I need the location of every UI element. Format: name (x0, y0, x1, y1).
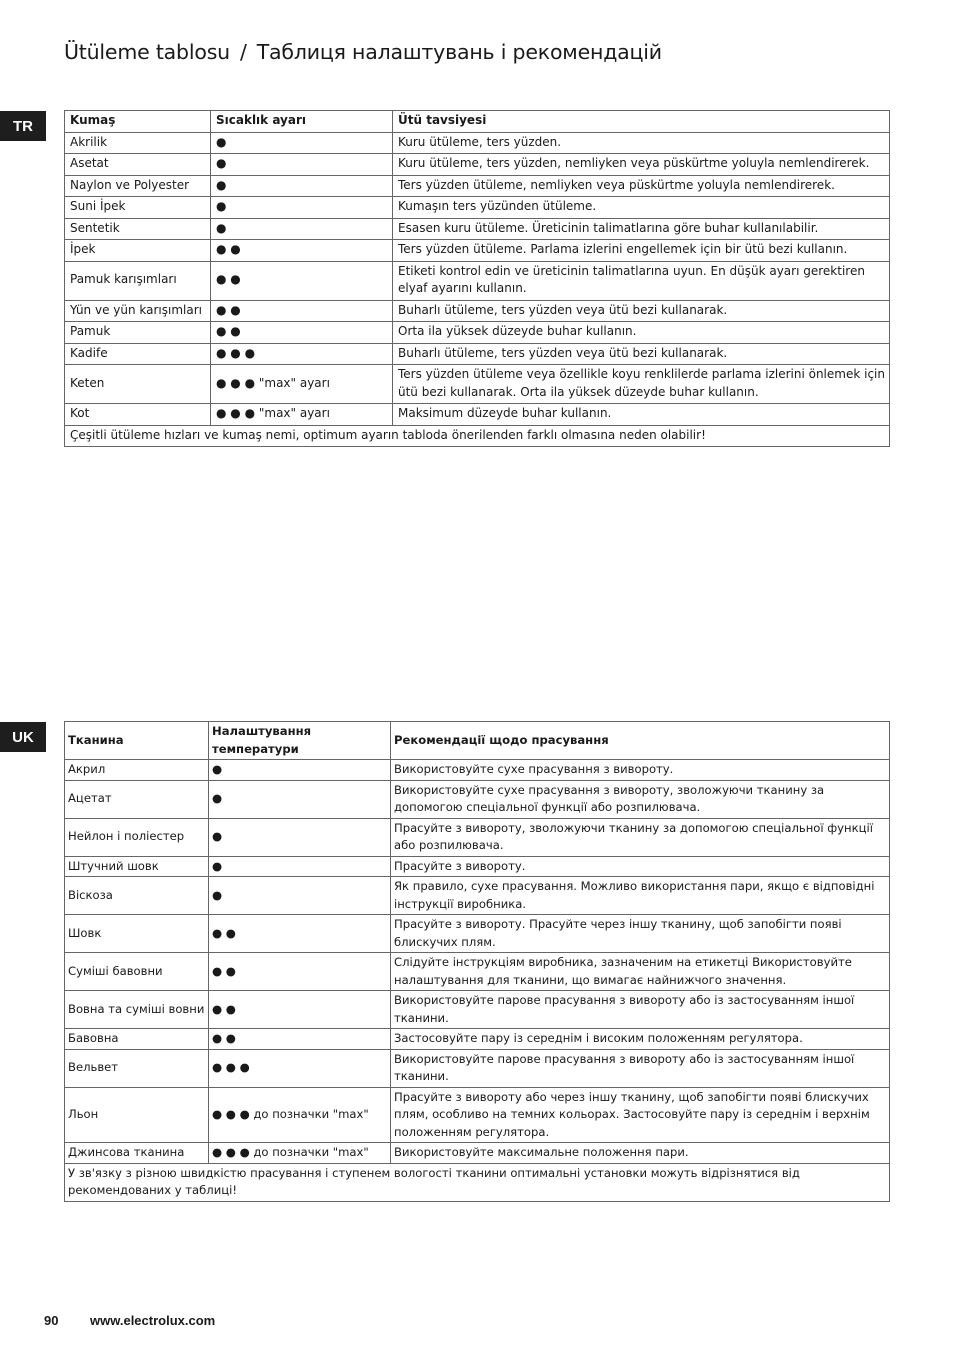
advice-cell: Buharlı ütüleme, ters yüzden veya ütü bezi kullanarak. (393, 343, 890, 365)
temperature-dots: ● (209, 760, 391, 781)
temperature-dots: ● ● ● "max" ayarı (211, 365, 393, 404)
fabric-cell: Kadife (65, 343, 211, 365)
fabric-cell: Акрил (65, 760, 209, 781)
table-row (65, 343, 890, 365)
table-row (65, 1087, 890, 1143)
table-row (65, 1049, 890, 1087)
advice-cell: Maksimum düzeyde buhar kullanın. (393, 404, 890, 426)
fabric-cell: Keten (65, 365, 211, 404)
fabric-cell: Віскоза (65, 877, 209, 915)
temperature-dots: ● ● ● "max" ayarı (211, 404, 393, 426)
advice-cell: Kuru ütüleme, ters yüzden. (393, 132, 890, 154)
advice-cell: Прасуйте з вивороту. (391, 856, 890, 877)
temperature-dots: ● (209, 877, 391, 915)
temperature-dots: ● ● ● (209, 1049, 391, 1087)
table-note: Çeşitli ütüleme hızları ve kumaş nemi, optimum ayarın tabloda önerilenden farklı olmasına neden olabilir! (65, 425, 890, 447)
table-note-row (65, 425, 890, 447)
header-advice: Рекомендації щодо прасування (391, 722, 890, 760)
advice-cell: Buharlı ütüleme, ters yüzden veya ütü bezi kullanarak. (393, 300, 890, 322)
table-row (65, 132, 890, 154)
fabric-cell: Льон (65, 1087, 209, 1143)
table-row (65, 856, 890, 877)
advice-cell: Прасуйте з вивороту або через іншу тканину, щоб запобігти появі блискучих плям, особливо на темних кольорах. Застосовуйте пару із середнім і верхнім положенням регулятора. (391, 1087, 890, 1143)
title-tr: Ütüleme tablosu (64, 40, 230, 64)
title-separator: / (239, 40, 247, 64)
advice-cell: Використовуйте парове прасування з вивороту або із застосуванням іншої тканини. (391, 1049, 890, 1087)
advice-cell: Прасуйте з вивороту, зволожуючи тканину за допомогою спеціальної функції або розпилювача. (391, 818, 890, 856)
fabric-cell: Суміші бавовни (65, 953, 209, 991)
advice-cell: Ters yüzden ütüleme veya özellikle koyu renklilerde parlama izlerini önlemek için ütü bezi kullanarak. Orta ila yüksek düzeyde buhar kullanın. (393, 365, 890, 404)
header-temperature: Sıcaklık ayarı (211, 111, 393, 133)
table-row (65, 953, 890, 991)
table-row (65, 877, 890, 915)
temperature-dots: ● ● (211, 240, 393, 262)
table-row (65, 218, 890, 240)
fabric-cell: Kot (65, 404, 211, 426)
language-tab-tr: TR (0, 111, 46, 141)
fabric-cell: Ацетат (65, 780, 209, 818)
fabric-cell: Pamuk (65, 322, 211, 344)
table-note-row (65, 1163, 890, 1201)
table-row (65, 175, 890, 197)
table-row (65, 915, 890, 953)
fabric-cell: Штучний шовк (65, 856, 209, 877)
fabric-cell: Asetat (65, 154, 211, 176)
temperature-dots: ● (211, 154, 393, 176)
advice-cell: Etiketi kontrol edin ve üreticinin talimatlarına uyun. En düşük ayarı gerektiren elyaf ayarını kullanın. (393, 261, 890, 300)
advice-cell: Прасуйте з вивороту. Прасуйте через іншу тканину, щоб запобігти появі блискучих плям. (391, 915, 890, 953)
table-row (65, 780, 890, 818)
advice-cell: Kumaşın ters yüzünden ütüleme. (393, 197, 890, 219)
title-uk: Таблиця налаштувань і рекомендацій (256, 40, 662, 64)
table-row (65, 300, 890, 322)
table-row (65, 365, 890, 404)
temperature-dots: ● ● (211, 322, 393, 344)
advice-cell: Використовуйте сухе прасування з вивороту. (391, 760, 890, 781)
advice-cell: Слідуйте інструкціям виробника, зазначеним на етикетці Використовуйте налаштування для тканини, що вимагає найнижчого значення. (391, 953, 890, 991)
table-row (65, 240, 890, 262)
temperature-dots: ● (211, 197, 393, 219)
advice-cell: Використовуйте парове прасування з вивороту або із застосуванням іншої тканини. (391, 991, 890, 1029)
temperature-dots: ● ● (211, 261, 393, 300)
table-row (65, 322, 890, 344)
table-row (65, 154, 890, 176)
fabric-cell: Suni İpek (65, 197, 211, 219)
temperature-dots: ● (209, 780, 391, 818)
temperature-dots: ● ● ● до позначки "max" (209, 1143, 391, 1164)
temperature-dots: ● (209, 856, 391, 877)
header-fabric: Тканина (65, 722, 209, 760)
temperature-dots: ● (211, 175, 393, 197)
page-number: 90 (44, 1313, 59, 1328)
fabric-cell: Нейлон і поліестер (65, 818, 209, 856)
temperature-dots: ● (211, 132, 393, 154)
fabric-cell: Вовна та суміші вовни (65, 991, 209, 1029)
temperature-dots: ● ● (209, 953, 391, 991)
advice-cell: Використовуйте сухе прасування з вивороту, зволожуючи тканину за допомогою спеціальної функції або розпилювача. (391, 780, 890, 818)
language-tab-uk: UK (0, 722, 46, 752)
table-row (65, 1029, 890, 1050)
table-row (65, 404, 890, 426)
fabric-cell: Вельвет (65, 1049, 209, 1087)
ironing-table-uk (64, 721, 890, 1202)
table-row (65, 261, 890, 300)
advice-cell: Esasen kuru ütüleme. Üreticinin talimatlarına göre buhar kullanılabilir. (393, 218, 890, 240)
temperature-dots: ● ● ● до позначки "max" (209, 1087, 391, 1143)
temperature-dots: ● (211, 218, 393, 240)
temperature-dots: ● ● (209, 991, 391, 1029)
fabric-cell: Бавовна (65, 1029, 209, 1050)
advice-cell: Ters yüzden ütüleme. Parlama izlerini engellemek için bir ütü bezi kullanın. (393, 240, 890, 262)
page-title (64, 40, 662, 64)
table-header-row (65, 111, 890, 133)
fabric-cell: İpek (65, 240, 211, 262)
advice-cell: Ters yüzden ütüleme, nemliyken veya püskürtme yoluyla nemlendirerek. (393, 175, 890, 197)
fabric-cell: Pamuk karışımları (65, 261, 211, 300)
table-row (65, 197, 890, 219)
table-row (65, 818, 890, 856)
table-row (65, 1143, 890, 1164)
table-header-row (65, 722, 890, 760)
header-temperature: Налаштування температури (209, 722, 391, 760)
header-fabric: Kumaş (65, 111, 211, 133)
fabric-cell: Шовк (65, 915, 209, 953)
table-row (65, 991, 890, 1029)
footer-website: www.electrolux.com (90, 1313, 216, 1328)
advice-cell: Як правило, сухе прасування. Можливо використання пари, якщо є відповідні інструкції виробника. (391, 877, 890, 915)
advice-cell: Використовуйте максимальне положення пари. (391, 1143, 890, 1164)
table-row (65, 760, 890, 781)
temperature-dots: ● (209, 818, 391, 856)
temperature-dots: ● ● (211, 300, 393, 322)
fabric-cell: Sentetik (65, 218, 211, 240)
fabric-cell: Akrilik (65, 132, 211, 154)
fabric-cell: Yün ve yün karışımları (65, 300, 211, 322)
ironing-table-tr (64, 110, 890, 447)
advice-cell: Застосовуйте пару із середнім і високим положенням регулятора. (391, 1029, 890, 1050)
temperature-dots: ● ● (209, 1029, 391, 1050)
fabric-cell: Naylon ve Polyester (65, 175, 211, 197)
fabric-cell: Джинсова тканина (65, 1143, 209, 1164)
temperature-dots: ● ● ● (211, 343, 393, 365)
temperature-dots: ● ● (209, 915, 391, 953)
advice-cell: Orta ila yüksek düzeyde buhar kullanın. (393, 322, 890, 344)
header-advice: Ütü tavsiyesi (393, 111, 890, 133)
table-note: У зв'язку з різною швидкістю прасування і ступенем вологості тканини оптимальні установки можуть відрізнятися від рекомендованих у таблиці! (65, 1163, 890, 1201)
advice-cell: Kuru ütüleme, ters yüzden, nemliyken veya püskürtme yoluyla nemlendirerek. (393, 154, 890, 176)
